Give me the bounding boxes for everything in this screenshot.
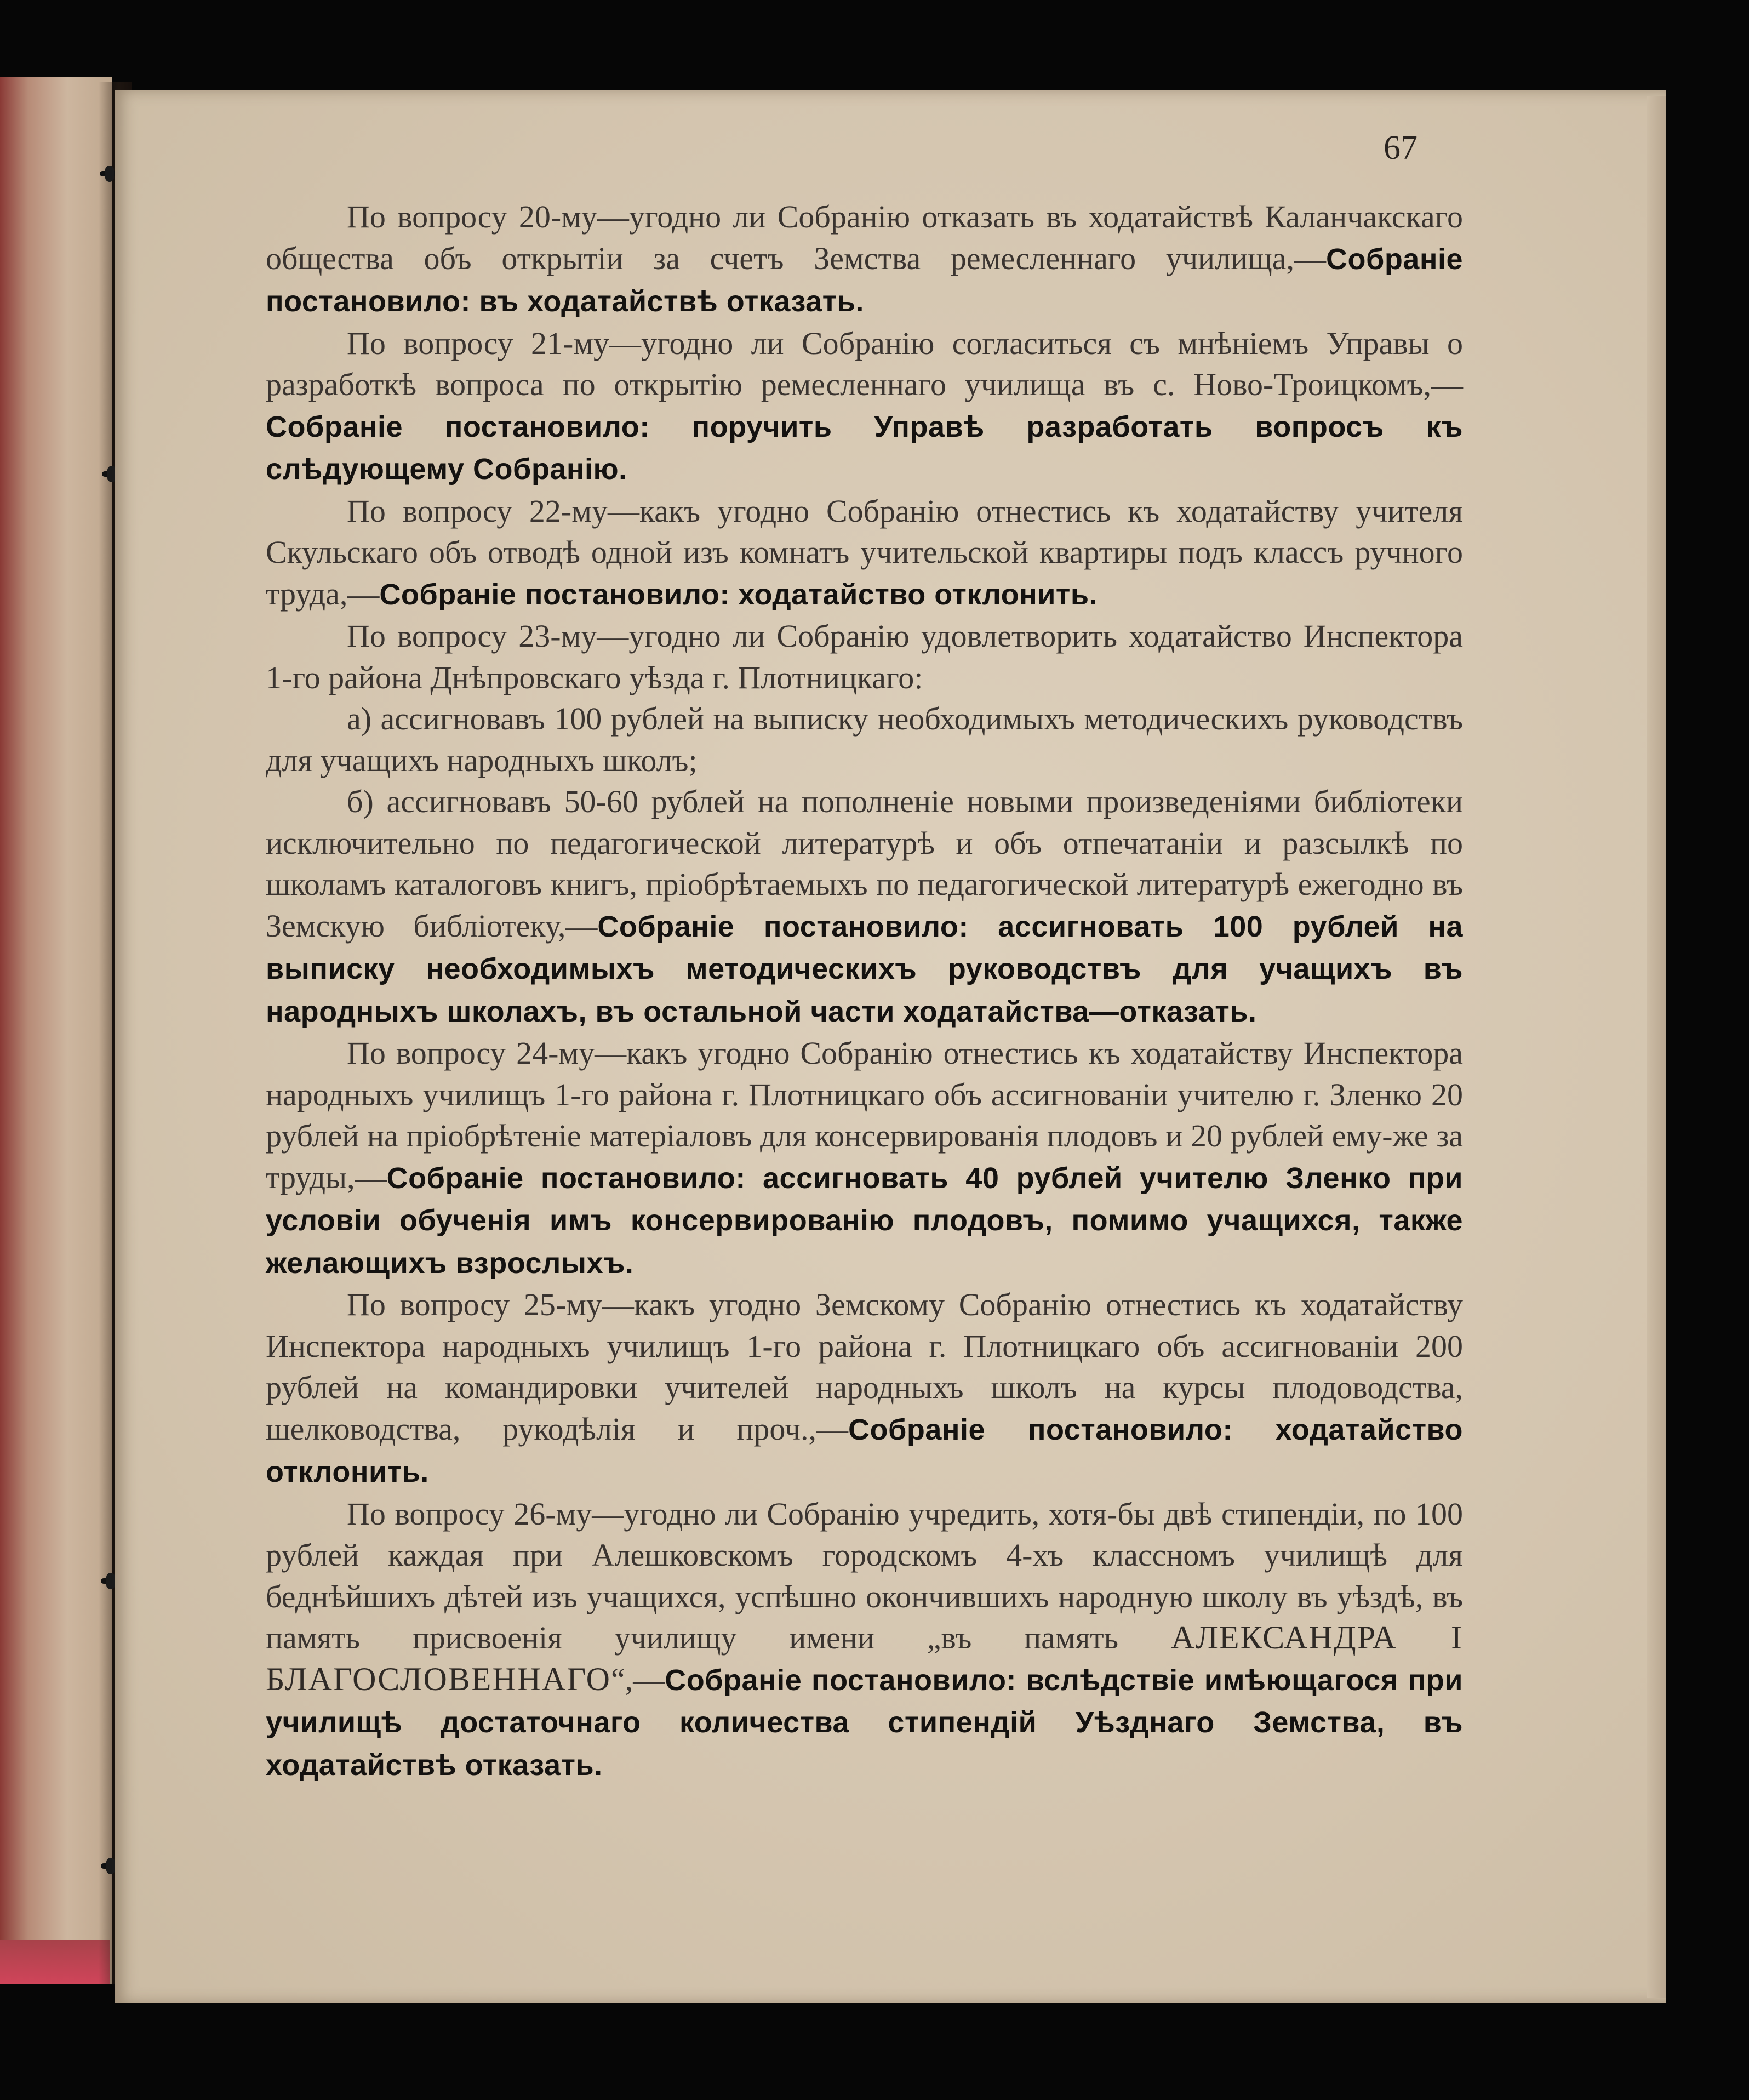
decision-text: Собраніе постановило: ассигновать 100 рублей на выписку необходимыхъ методическихъ руководствъ для учащихъ въ народныхъ школахъ, въ остальной части ходатайства—отказать.: [266, 910, 1463, 1028]
question-text: По вопросу 22-му—какъ угодно Собранію отнестись къ ходатайству учителя Скульскаго объ отводѣ одной изъ комнатъ учительской квартиры подъ классъ ручного труда,—: [266, 493, 1463, 612]
question-text-end: “,—: [610, 1661, 665, 1697]
question-text: По вопросу 24-му—какъ угодно Собранію отнестись къ ходатайству Инспектора народныхъ училищъ 1-го района г. Плотницкаго объ ассигнованіи учителю г. Зленко 20 рублей на пріобрѣтеніе матеріаловъ для консервированія плодовъ и 20 рублей ему-же за труды,—: [266, 1035, 1463, 1195]
decision-text: Собраніе постановило: въ ходатайствѣ отказать.: [266, 242, 1463, 318]
decision-text: Собраніе постановило: вслѣдствіе имѣющагося при училищѣ достаточнаго количества стипендій Уѣзднаго Земства, въ ходатайствѣ отказать.: [266, 1663, 1463, 1782]
question-text: По вопросу 23-му—угодно ли Собранію удовлетворить ходатайство Инспектора 1-го района Днѣпровскаго уѣзда г. Плотницкаго:: [266, 618, 1463, 695]
item-text: а) ассигновавъ 100 рублей на выписку необходимыхъ методическихъ руководствъ для учащихъ народныхъ школъ;: [266, 701, 1463, 778]
question-text: По вопросу 20-му—угодно ли Собранію отказать въ ходатайствѣ Каланчакскаго общества объ открытіи за счетъ Земства ремесленнаго училища,—: [266, 199, 1463, 276]
decision-text: Собраніе постановило: ходатайство отклонить.: [266, 1413, 1463, 1488]
paragraph-item-a: [266, 698, 1463, 781]
paragraph-question-20: [266, 196, 1463, 323]
paragraph-item-b: [266, 781, 1463, 1032]
page-number: 67: [1384, 129, 1418, 167]
decision-text: Собраніе постановило: ассигновать 40 рублей учителю Зленко при условіи обученія имъ консервированію плодовъ, помимо учащихся, также желающихъ взрослыхъ.: [266, 1161, 1463, 1280]
item-text: б) ассигновавъ 50-60 рублей на пополненіе новыми произведеніями библіотеки исключительно по педагогической литературѣ и объ отпечатаніи и разсылкѣ по школамъ каталоговъ книгъ, пріобрѣтаемыхъ по педагогической литературѣ ежегодно въ Земскую библіотеку,—: [266, 784, 1463, 944]
paragraph-question-23: [266, 615, 1463, 698]
page-body-text: [266, 196, 1463, 1786]
question-text: По вопросу 21-му—угодно ли Собранію согласиться съ мнѣніемъ Управы о разработкѣ вопроса по открытію ремесленнаго училища въ с. Ново-Троицкомъ,—: [266, 325, 1463, 402]
paragraph-question-24: [266, 1032, 1463, 1284]
paragraph-question-22: [266, 490, 1463, 616]
red-page-edge: [0, 1940, 110, 1984]
left-page-edge: [0, 77, 112, 1984]
caps-name-text: АЛЕКСАНДРА I БЛАГОСЛОВЕННАГО: [266, 1619, 1464, 1697]
paragraph-question-26: [266, 1493, 1463, 1787]
paragraph-question-25: [266, 1284, 1463, 1493]
paragraph-question-21: [266, 323, 1463, 490]
page-right-edge: [1647, 96, 1666, 1998]
question-text: По вопросу 26-му—угодно ли Собранію учредить, хотя-бы двѣ стипендіи, по 100 рублей каждая при Алешковскомъ городскомъ 4-хъ классномъ училищѣ для беднѣйшихъ дѣтей изъ учащихся, успѣшно окончившихъ народную школу въ уѣздѣ, въ память присвоенія училищу имени „въ память: [266, 1496, 1463, 1656]
decision-text: Собраніе постановило: ходатайство отклонить.: [379, 578, 1098, 611]
decision-text: Собраніе постановило: поручить Управѣ разработать вопросъ къ слѣдующему Собранію.: [266, 410, 1463, 486]
question-text: По вопросу 25-му—какъ угодно Земскому Собранію отнестись къ ходатайству Инспектора народныхъ училищъ 1-го района г. Плотницкаго объ ассигнованіи 200 рублей на командировки учителей народныхъ школъ на курсы плодоводства, шелководства, рукодѣлія и проч.,—: [266, 1287, 1463, 1447]
